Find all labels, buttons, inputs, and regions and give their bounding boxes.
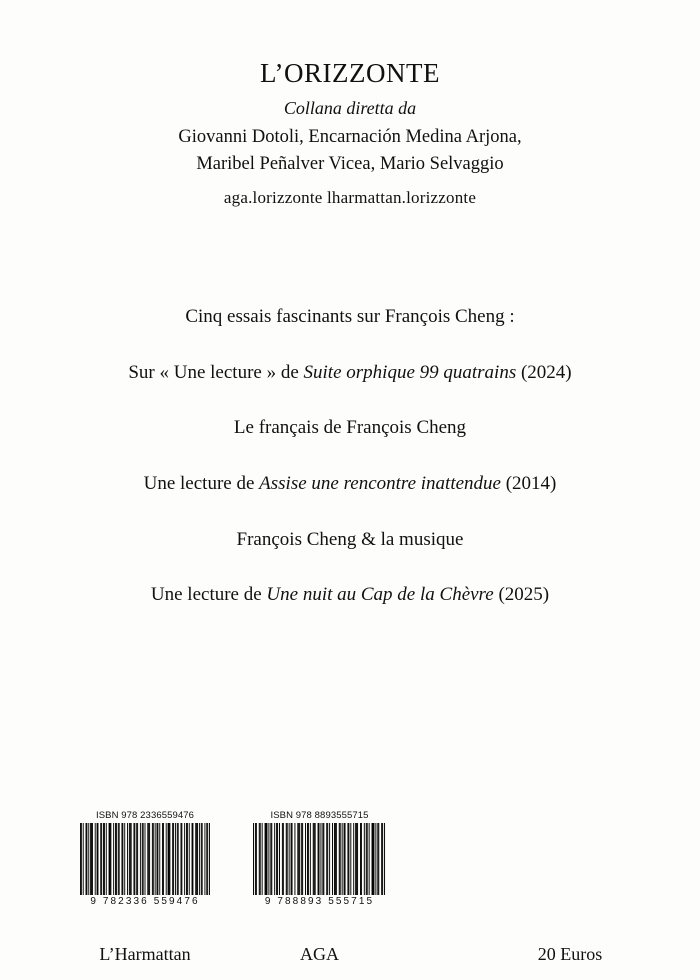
series-subtitle: Collana diretta da (283, 98, 417, 119)
blurb-line (0, 416, 700, 441)
blurb-line-pre: Le français de François Cheng (233, 417, 467, 439)
isbn-label-aga: ISBN 978 8893555715 (270, 810, 369, 821)
series-web-addresses: aga.lorizzonte lharmattan.lorizzonte (223, 188, 477, 208)
barcode-area (0, 810, 700, 940)
blurb-line (0, 583, 700, 608)
series-directors-line-2: Maribel Peñalver Vicea, Mario Selvaggio (196, 154, 504, 175)
footer-block (0, 944, 700, 980)
blurb-line-post: (2024) (516, 361, 572, 383)
barcode-bars-aga (253, 823, 386, 895)
blurb-line (0, 528, 700, 553)
blurb-line-italic: Assise une rencontre inattendue (259, 473, 501, 495)
blurb-block (0, 305, 700, 608)
blurb-line-post: (2025) (493, 584, 550, 606)
blurb-line-pre: Une lecture de (143, 473, 260, 495)
price-label: 20 Euros (537, 944, 603, 964)
isbn-label-harmattan: ISBN 978 2336559476 (95, 810, 195, 821)
blurb-line-italic: Une nuit au Cap de la Chèvre (266, 584, 494, 606)
copublisher-name: AGA (300, 944, 339, 964)
barcode-digits-harmattan: 9 782336 559476 (90, 896, 200, 907)
barcode-bars-harmattan (80, 823, 210, 895)
publisher-name: L’Harmattan (99, 944, 191, 964)
blurb-line-pre: François Cheng & la musique (236, 528, 464, 550)
blurb-line-post: (2014) (500, 473, 557, 495)
barcode-harmattan (80, 810, 210, 907)
series-block (0, 58, 700, 208)
blurb-line-pre: Cinq essais fascinants sur François Cheng : (185, 306, 515, 327)
blurb-line (0, 361, 700, 386)
barcode-digits-aga: 9 788893 555715 (264, 896, 375, 907)
blurb-line (0, 472, 700, 497)
blurb-line-italic: Suite orphique 99 quatrains (303, 361, 517, 383)
blurb-line (0, 305, 700, 330)
barcode-aga (253, 810, 386, 907)
blurb-line-pre: Sur « Une lecture » de (128, 361, 304, 383)
series-title: L’ORIZZONTE (260, 58, 440, 88)
blurb-line-pre: Une lecture de (150, 584, 267, 606)
series-directors-line-1: Giovanni Dotoli, Encarnación Medina Arjona, (178, 127, 522, 148)
